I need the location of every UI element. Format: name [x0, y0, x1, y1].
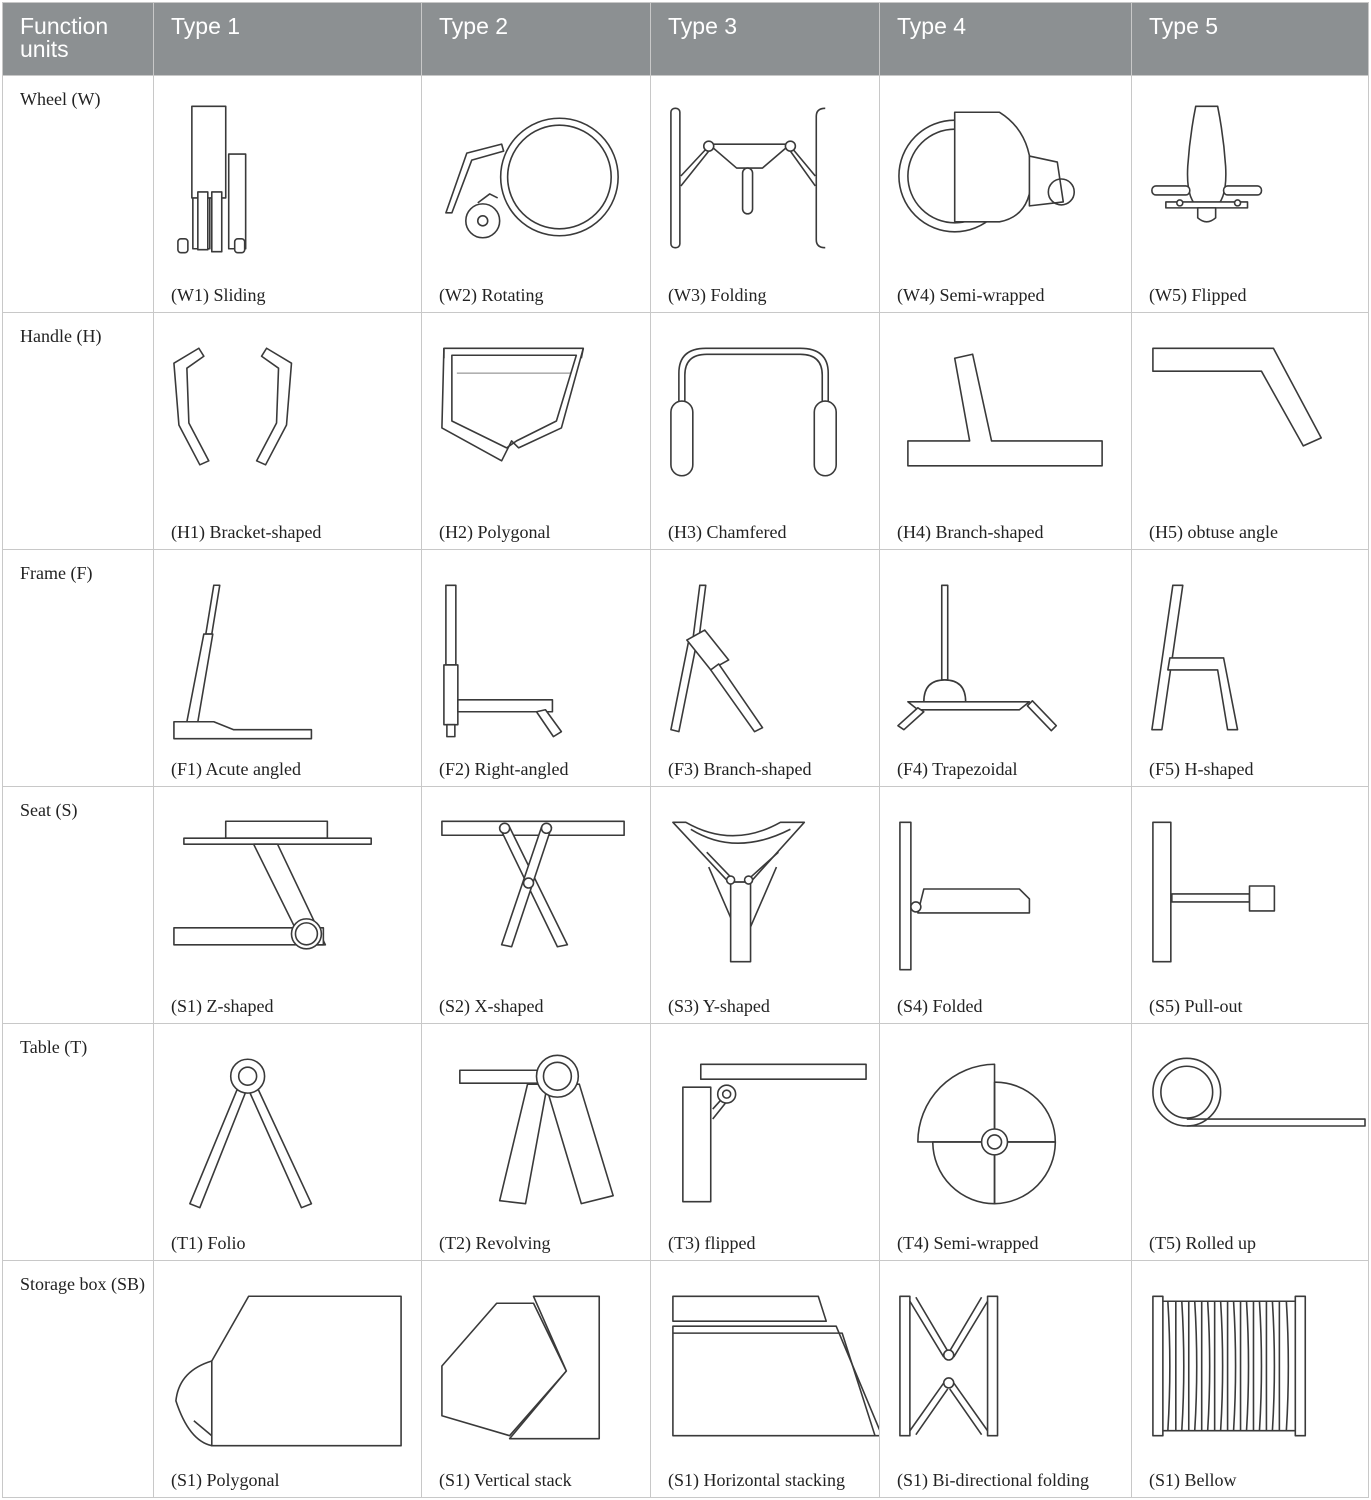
sb2-vertical-stack-diagram: [422, 1261, 650, 1466]
cell-f5: [1132, 550, 1369, 787]
row-label-frame: Frame (F): [3, 550, 154, 787]
header-type-1: Type 1: [154, 3, 422, 76]
header-type-5: Type 5: [1132, 3, 1369, 76]
cell-sb3: [651, 1261, 880, 1498]
f5-h-shaped-diagram: [1132, 550, 1368, 755]
caption-w2: (W2) Rotating: [439, 285, 544, 305]
header-type-4: Type 4: [880, 3, 1132, 76]
caption-f5: (F5) H-shaped: [1149, 759, 1254, 779]
w4-semi-wrapped-diagram: [880, 76, 1131, 281]
header-row: [3, 3, 1369, 76]
h3-chamfered-diagram: [651, 313, 879, 518]
sb3-horizontal-stacking-diagram: [651, 1261, 879, 1466]
cell-sb1: [154, 1261, 422, 1498]
caption-w1: (W1) Sliding: [171, 285, 266, 305]
cell-t2: [422, 1024, 651, 1261]
cell-t3: [651, 1024, 880, 1261]
sb4-bi-directional-folding-diagram: [880, 1261, 1131, 1466]
row-label-table: Table (T): [3, 1024, 154, 1261]
header-type-3: Type 3: [651, 3, 880, 76]
caption-f3: (F3) Branch-shaped: [668, 759, 812, 779]
caption-h2: (H2) Polygonal: [439, 522, 551, 542]
row-wheel: [3, 76, 1369, 313]
cell-f4: [880, 550, 1132, 787]
caption-s5: (S5) Pull-out: [1149, 996, 1243, 1016]
sb5-bellow-diagram: [1132, 1261, 1368, 1466]
cell-w5: [1132, 76, 1369, 313]
caption-sb2: (S1) Vertical stack: [439, 1470, 572, 1490]
caption-t2: (T2) Revolving: [439, 1233, 551, 1253]
cell-s2: [422, 787, 651, 1024]
t2-revolving-diagram: [422, 1024, 650, 1229]
cell-h3: [651, 313, 880, 550]
caption-t3: (T3) flipped: [668, 1233, 756, 1253]
cell-s5: [1132, 787, 1369, 1024]
cell-sb5: [1132, 1261, 1369, 1498]
caption-f1: (F1) Acute angled: [171, 759, 301, 779]
row-label-storage-box: Storage box (SB): [3, 1261, 154, 1498]
row-label-handle: Handle (H): [3, 313, 154, 550]
cell-t1: [154, 1024, 422, 1261]
cell-h5: [1132, 313, 1369, 550]
row-frame: [3, 550, 1369, 787]
h5-obtuse-angle-diagram: [1132, 313, 1368, 518]
caption-t5: (T5) Rolled up: [1149, 1233, 1256, 1253]
caption-sb1: (S1) Polygonal: [171, 1470, 280, 1490]
row-table: [3, 1024, 1369, 1261]
f3-branch-shaped-diagram: [651, 550, 879, 755]
w5-flipped-diagram: [1132, 76, 1368, 281]
t4-semi-wrapped-diagram: [880, 1024, 1131, 1229]
cell-f1: [154, 550, 422, 787]
cell-f2: [422, 550, 651, 787]
caption-h5: (H5) obtuse angle: [1149, 522, 1278, 542]
s3-y-shaped-diagram: [651, 787, 879, 992]
h4-branch-shaped-diagram: [880, 313, 1131, 518]
caption-sb5: (S1) Bellow: [1149, 1470, 1237, 1490]
caption-s2: (S2) X-shaped: [439, 996, 544, 1016]
cell-t4: [880, 1024, 1132, 1261]
caption-w3: (W3) Folding: [668, 285, 767, 305]
caption-f4: (F4) Trapezoidal: [897, 759, 1018, 779]
f4-trapezoidal-diagram: [880, 550, 1131, 755]
sb1-polygonal-diagram: [154, 1261, 421, 1466]
caption-w4: (W4) Semi-wrapped: [897, 285, 1045, 305]
cell-w4: [880, 76, 1132, 313]
header-function-units: Function units: [3, 3, 154, 76]
t1-folio-diagram: [154, 1024, 421, 1229]
caption-t4: (T4) Semi-wrapped: [897, 1233, 1039, 1253]
row-storage-box: [3, 1261, 1369, 1498]
row-seat: [3, 787, 1369, 1024]
w1-sliding-diagram: [154, 76, 421, 281]
caption-h3: (H3) Chamfered: [668, 522, 787, 542]
h1-bracket-shaped-diagram: [154, 313, 421, 518]
function-units-table: [2, 2, 1369, 1498]
cell-s4: [880, 787, 1132, 1024]
caption-t1: (T1) Folio: [171, 1233, 246, 1253]
cell-s1: [154, 787, 422, 1024]
caption-s1: (S1) Z-shaped: [171, 996, 274, 1016]
cell-s3: [651, 787, 880, 1024]
s5-pull-out-diagram: [1132, 787, 1368, 992]
caption-s3: (S3) Y-shaped: [668, 996, 770, 1016]
cell-f3: [651, 550, 880, 787]
cell-h4: [880, 313, 1132, 550]
cell-sb4: [880, 1261, 1132, 1498]
row-handle: [3, 313, 1369, 550]
caption-f2: (F2) Right-angled: [439, 759, 569, 779]
cell-h1: [154, 313, 422, 550]
cell-sb2: [422, 1261, 651, 1498]
header-type-2: Type 2: [422, 3, 651, 76]
cell-w3: [651, 76, 880, 313]
t3-flipped-diagram: [651, 1024, 879, 1229]
cell-h2: [422, 313, 651, 550]
f2-right-angled-diagram: [422, 550, 650, 755]
row-label-seat: Seat (S): [3, 787, 154, 1024]
t5-rolled-up-diagram: [1132, 1024, 1368, 1229]
caption-sb3: (S1) Horizontal stacking: [668, 1470, 845, 1490]
s1-z-shaped-diagram: [154, 787, 421, 992]
h2-polygonal-diagram: [422, 313, 650, 518]
caption-h1: (H1) Bracket-shaped: [171, 522, 322, 542]
cell-w1: [154, 76, 422, 313]
cell-w2: [422, 76, 651, 313]
s4-folded-diagram: [880, 787, 1131, 992]
row-label-wheel: Wheel (W): [3, 76, 154, 313]
cell-t5: [1132, 1024, 1369, 1261]
s2-x-shaped-diagram: [422, 787, 650, 992]
caption-sb4: (S1) Bi-directional folding: [897, 1470, 1089, 1490]
caption-s4: (S4) Folded: [897, 996, 983, 1016]
f1-acute-angled-diagram: [154, 550, 421, 755]
w3-folding-diagram: [651, 76, 879, 281]
caption-h4: (H4) Branch-shaped: [897, 522, 1044, 542]
caption-w5: (W5) Flipped: [1149, 285, 1247, 305]
w2-rotating-diagram: [422, 76, 650, 281]
